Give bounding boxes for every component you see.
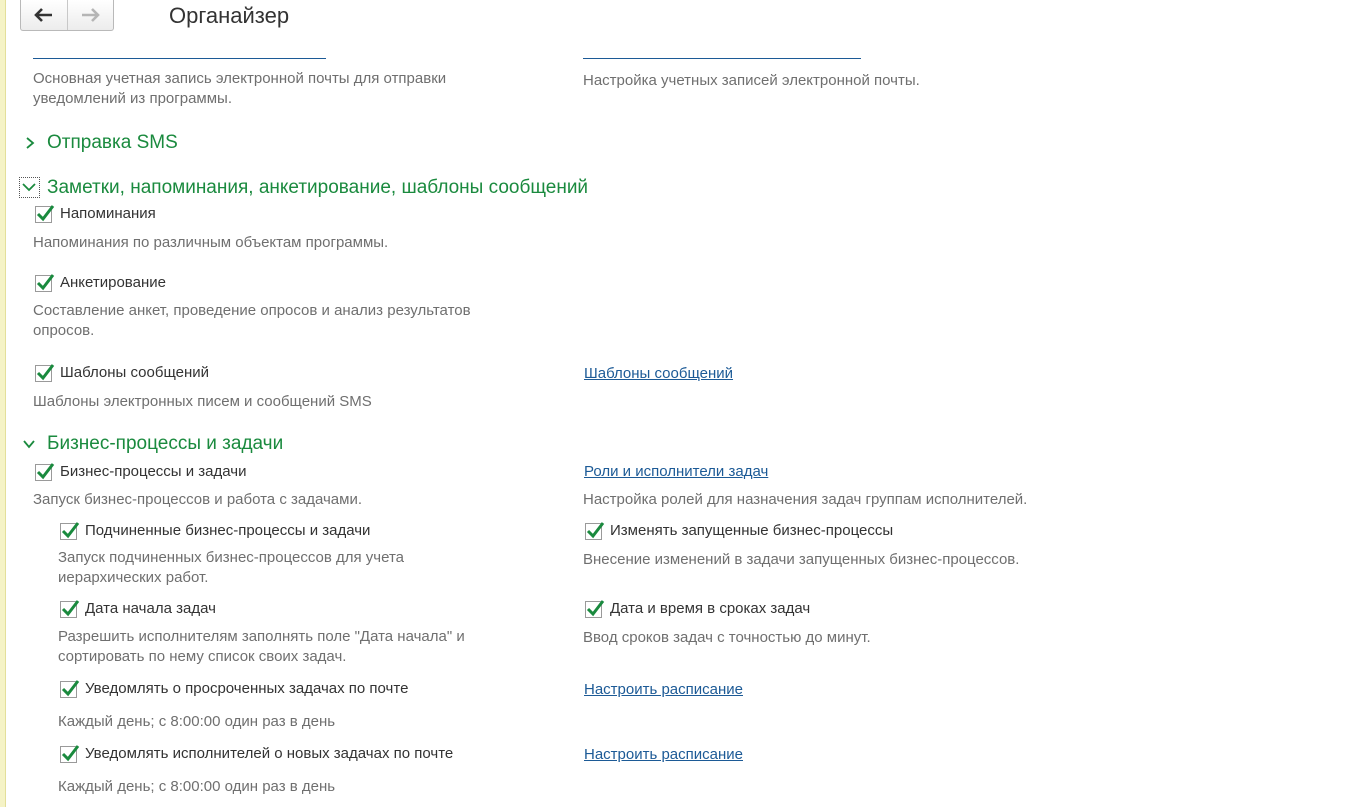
reminders-checkbox[interactable] [35, 206, 52, 223]
templates-desc: Шаблоны электронных писем и сообщений SMS [33, 393, 372, 410]
sub-bp-label: Подчиненные бизнес-процессы и задачи [85, 522, 371, 539]
back-button[interactable] [21, 0, 67, 30]
modify-bp-label: Изменять запущенные бизнес-процессы [610, 522, 894, 539]
page-title: Органайзер [169, 3, 290, 28]
navigation-buttons [20, 0, 114, 31]
checkmark-icon [35, 461, 55, 481]
overdue-schedule-link[interactable]: Настроить расписание [584, 681, 743, 698]
surveys-checkbox[interactable] [35, 275, 52, 292]
datetime-desc: Ввод сроков задач с точностью до минут. [583, 629, 871, 646]
checkmark-icon [35, 272, 55, 292]
reminders-desc: Напоминания по различным объектам программы. [33, 234, 389, 251]
chevron-right-icon[interactable] [24, 136, 36, 150]
datetime-checkbox[interactable] [585, 601, 602, 618]
start-date-checkbox[interactable] [60, 601, 77, 618]
new-tasks-schedule-link[interactable]: Настроить расписание [584, 746, 743, 763]
templates-checkbox[interactable] [35, 365, 52, 382]
left-border [0, 0, 6, 807]
datetime-label: Дата и время в сроках задач [610, 600, 811, 617]
overdue-schedule-text: Каждый день; с 8:00:00 один раз в день [58, 713, 336, 730]
checkmark-icon [60, 678, 80, 698]
new-tasks-schedule-text: Каждый день; с 8:00:00 один раз в день [58, 778, 336, 795]
modify-bp-checkbox[interactable] [585, 523, 602, 540]
section-sms-title[interactable]: Отправка SMS [47, 132, 178, 153]
sub-bp-checkbox[interactable] [60, 523, 77, 540]
reminders-label: Напоминания [60, 205, 156, 222]
email-settings-desc: Настройка учетных записей электронной почты. [583, 72, 920, 89]
chevron-down-icon[interactable] [22, 438, 36, 450]
checkmark-icon [60, 598, 80, 618]
roles-link[interactable]: Роли и исполнители задач [584, 463, 769, 480]
templates-link[interactable]: Шаблоны сообщений [584, 365, 734, 382]
arrow-right-icon [80, 8, 100, 22]
checkmark-icon [60, 743, 80, 763]
modify-bp-desc: Внесение изменений в задачи запущенных бизнес-процессов. [583, 551, 1020, 568]
start-date-desc: Разрешить исполнителям заполнять поле "Дата начала" и сортировать по нему список своих задач. [58, 628, 465, 665]
surveys-desc: Составление анкет, проведение опросов и анализ результатов опросов. [33, 302, 471, 339]
overdue-label: Уведомлять о просроченных задачах по почте [85, 680, 409, 697]
checkmark-icon [60, 520, 80, 540]
email-account-desc: Основная учетная запись электронной почты для отправки уведомлений из программы. [33, 70, 447, 107]
templates-label: Шаблоны сообщений [60, 364, 210, 381]
start-date-label: Дата начала задач [85, 600, 216, 617]
roles-desc: Настройка ролей для назначения задач группам исполнителей. [583, 491, 1028, 508]
sub-bp-desc: Запуск подчиненных бизнес-процессов для учета иерархических работ. [58, 549, 404, 586]
checkmark-icon [585, 598, 605, 618]
email-account-link[interactable] [33, 58, 326, 59]
overdue-checkbox[interactable] [60, 681, 77, 698]
bp-checkbox[interactable] [35, 464, 52, 481]
forward-button[interactable] [67, 0, 114, 30]
new-tasks-checkbox[interactable] [60, 746, 77, 763]
bp-desc: Запуск бизнес-процессов и работа с задачами. [33, 491, 362, 508]
chevron-down-icon [22, 182, 36, 192]
checkmark-icon [35, 203, 55, 223]
email-settings-link[interactable] [583, 58, 861, 59]
bp-label: Бизнес-процессы и задачи [60, 463, 247, 480]
new-tasks-label: Уведомлять исполнителей о новых задачах по почте [85, 745, 454, 762]
arrow-left-icon [34, 8, 54, 22]
checkmark-icon [35, 362, 55, 382]
checkmark-icon [585, 520, 605, 540]
section-bp-title[interactable]: Бизнес-процессы и задачи [47, 433, 284, 454]
section-toggle[interactable] [19, 177, 40, 198]
surveys-label: Анкетирование [60, 274, 166, 291]
section-notes-title[interactable]: Заметки, напоминания, анкетирование, шаблоны сообщений [47, 177, 589, 198]
